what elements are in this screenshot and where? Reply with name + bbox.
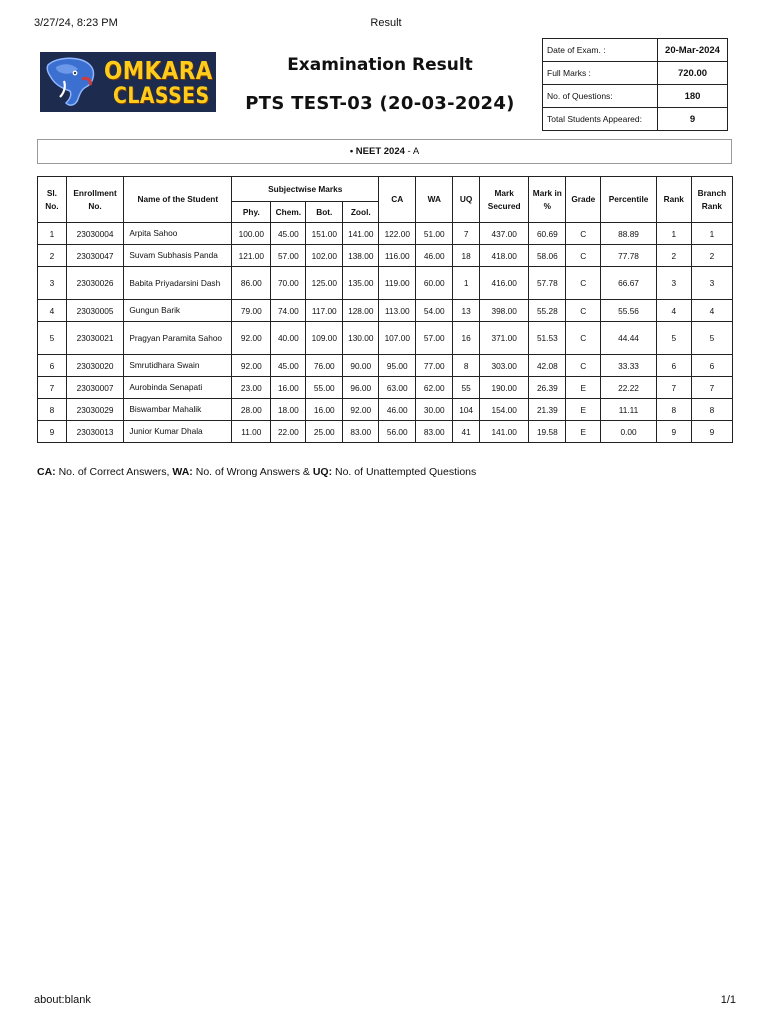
- cell-phy: 121.00: [232, 245, 271, 267]
- cell-name: Junior Kumar Dhala: [124, 421, 232, 443]
- cell-rank: 3: [656, 267, 691, 300]
- cell-uq: 16: [453, 322, 480, 355]
- cell-rank: 2: [656, 245, 691, 267]
- print-header: [34, 17, 738, 31]
- cell-wa: 54.00: [416, 300, 453, 322]
- cell-branch-rank: 2: [691, 245, 732, 267]
- cell-mark-secured: 371.00: [479, 322, 528, 355]
- cell-percentile: 55.56: [601, 300, 657, 322]
- cell-enrollment: 23030004: [66, 223, 124, 245]
- cell-enrollment: 23030020: [66, 355, 124, 377]
- cell-branch-rank: 7: [691, 377, 732, 399]
- cell-mark-secured: 141.00: [479, 421, 528, 443]
- cell-grade: C: [566, 223, 601, 245]
- exam-info-row: [543, 108, 728, 131]
- cell-bot: 109.00: [306, 322, 343, 355]
- cell-ca: 119.00: [379, 267, 416, 300]
- cell-sl: 4: [38, 300, 67, 322]
- cell-branch-rank: 3: [691, 267, 732, 300]
- cell-name: Gungun Barik: [124, 300, 232, 322]
- cell-name: Pragyan Paramita Sahoo: [124, 322, 232, 355]
- cell-zool: 130.00: [343, 322, 379, 355]
- cell-phy: 92.00: [232, 322, 271, 355]
- table-row: [38, 355, 733, 377]
- cell-name: Babita Priyadarsini Dash: [124, 267, 232, 300]
- header-rank: Rank: [656, 177, 691, 223]
- elephant-icon: [42, 55, 98, 109]
- cell-zool: 138.00: [343, 245, 379, 267]
- cell-bot: 102.00: [306, 245, 343, 267]
- results-table: [37, 176, 733, 443]
- exam-info-value: 720.00: [658, 62, 728, 85]
- cell-branch-rank: 5: [691, 322, 732, 355]
- cell-uq: 18: [453, 245, 480, 267]
- header-uq: UQ: [453, 177, 480, 223]
- cell-grade: C: [566, 245, 601, 267]
- cell-grade: C: [566, 300, 601, 322]
- cell-grade: E: [566, 377, 601, 399]
- cell-percentile: 44.44: [601, 322, 657, 355]
- cell-wa: 46.00: [416, 245, 453, 267]
- cell-mark-pct: 26.39: [529, 377, 566, 399]
- cell-uq: 1: [453, 267, 480, 300]
- header-phy: Phy.: [232, 202, 271, 223]
- cell-percentile: 66.67: [601, 267, 657, 300]
- cell-chem: 45.00: [271, 355, 306, 377]
- cell-chem: 16.00: [271, 377, 306, 399]
- exam-info-table: [542, 38, 728, 131]
- exam-info-label: No. of Questions:: [543, 85, 658, 108]
- header-sl: Sl. No.: [38, 177, 67, 223]
- cell-mark-pct: 42.08: [529, 355, 566, 377]
- cell-rank: 9: [656, 421, 691, 443]
- batch-band: [37, 139, 732, 164]
- cell-enrollment: 23030021: [66, 322, 124, 355]
- cell-sl: 5: [38, 322, 67, 355]
- table-row: [38, 421, 733, 443]
- exam-info-value: 9: [658, 108, 728, 131]
- cell-sl: 8: [38, 399, 67, 421]
- cell-wa: 77.00: [416, 355, 453, 377]
- cell-mark-secured: 398.00: [479, 300, 528, 322]
- batch-name: NEET 2024: [355, 146, 405, 157]
- omkara-logo: [40, 52, 216, 112]
- cell-uq: 7: [453, 223, 480, 245]
- cell-percentile: 22.22: [601, 377, 657, 399]
- print-footer: [34, 994, 736, 1008]
- page-title: Examination Result: [287, 55, 473, 75]
- cell-uq: 8: [453, 355, 480, 377]
- exam-info-value: 20-Mar-2024: [658, 39, 728, 62]
- cell-branch-rank: 4: [691, 300, 732, 322]
- cell-name: Aurobinda Senapati: [124, 377, 232, 399]
- table-row: [38, 377, 733, 399]
- cell-phy: 11.00: [232, 421, 271, 443]
- header-chem: Chem.: [271, 202, 306, 223]
- cell-wa: 30.00: [416, 399, 453, 421]
- cell-enrollment: 23030005: [66, 300, 124, 322]
- header-mark-secured: Mark Secured: [479, 177, 528, 223]
- cell-name: Smrutidhara Swain: [124, 355, 232, 377]
- legend-wa-key: WA:: [172, 466, 193, 478]
- cell-rank: 6: [656, 355, 691, 377]
- header-ca: CA: [379, 177, 416, 223]
- cell-mark-secured: 416.00: [479, 267, 528, 300]
- cell-phy: 28.00: [232, 399, 271, 421]
- table-row: [38, 322, 733, 355]
- cell-ca: 122.00: [379, 223, 416, 245]
- cell-mark-pct: 55.28: [529, 300, 566, 322]
- cell-chem: 57.00: [271, 245, 306, 267]
- cell-zool: 90.00: [343, 355, 379, 377]
- cell-rank: 1: [656, 223, 691, 245]
- table-row: [38, 245, 733, 267]
- cell-grade: C: [566, 355, 601, 377]
- header-subjectwise: Subjectwise Marks: [232, 177, 379, 202]
- cell-mark-pct: 58.06: [529, 245, 566, 267]
- cell-chem: 22.00: [271, 421, 306, 443]
- cell-ca: 116.00: [379, 245, 416, 267]
- legend-uq-text: No. of Unattempted Questions: [332, 466, 477, 478]
- print-page-title: Result: [370, 17, 402, 29]
- header-branch-rank: Branch Rank: [691, 177, 732, 223]
- exam-info-label: Total Students Appeared:: [543, 108, 658, 131]
- logo-text-classes: CLASSES: [113, 84, 210, 109]
- legend-ca-text: No. of Correct Answers,: [55, 466, 173, 478]
- cell-branch-rank: 6: [691, 355, 732, 377]
- cell-percentile: 0.00: [601, 421, 657, 443]
- cell-mark-pct: 21.39: [529, 399, 566, 421]
- legend-wa-text: No. of Wrong Answers &: [192, 466, 313, 478]
- cell-mark-pct: 51.53: [529, 322, 566, 355]
- cell-bot: 16.00: [306, 399, 343, 421]
- cell-sl: 3: [38, 267, 67, 300]
- cell-name: Suvam Subhasis Panda: [124, 245, 232, 267]
- logo-text-omkara: OMKARA: [104, 56, 213, 85]
- cell-chem: 40.00: [271, 322, 306, 355]
- table-row: [38, 267, 733, 300]
- cell-bot: 55.00: [306, 377, 343, 399]
- cell-sl: 9: [38, 421, 67, 443]
- batch-suffix: - A: [404, 146, 420, 157]
- cell-mark-secured: 154.00: [479, 399, 528, 421]
- header-wa: WA: [416, 177, 453, 223]
- cell-ca: 95.00: [379, 355, 416, 377]
- header-zool: Zool.: [343, 202, 379, 223]
- cell-zool: 141.00: [343, 223, 379, 245]
- cell-wa: 57.00: [416, 322, 453, 355]
- cell-percentile: 88.89: [601, 223, 657, 245]
- cell-rank: 4: [656, 300, 691, 322]
- cell-enrollment: 23030029: [66, 399, 124, 421]
- cell-chem: 45.00: [271, 223, 306, 245]
- cell-ca: 46.00: [379, 399, 416, 421]
- cell-zool: 83.00: [343, 421, 379, 443]
- cell-branch-rank: 8: [691, 399, 732, 421]
- table-row: [38, 399, 733, 421]
- cell-percentile: 33.33: [601, 355, 657, 377]
- cell-uq: 55: [453, 377, 480, 399]
- bullet: •: [349, 146, 354, 157]
- exam-info-label: Date of Exam. :: [543, 39, 658, 62]
- cell-mark-pct: 60.69: [529, 223, 566, 245]
- exam-info-row: [543, 62, 728, 85]
- table-row: [38, 223, 733, 245]
- cell-grade: E: [566, 421, 601, 443]
- exam-info-row: [543, 39, 728, 62]
- cell-mark-pct: 19.58: [529, 421, 566, 443]
- legend-ca-key: CA:: [37, 466, 56, 478]
- cell-phy: 92.00: [232, 355, 271, 377]
- cell-name: Arpita Sahoo: [124, 223, 232, 245]
- cell-bot: 151.00: [306, 223, 343, 245]
- cell-bot: 125.00: [306, 267, 343, 300]
- cell-sl: 1: [38, 223, 67, 245]
- cell-rank: 7: [656, 377, 691, 399]
- cell-branch-rank: 9: [691, 421, 732, 443]
- cell-rank: 8: [656, 399, 691, 421]
- cell-ca: 56.00: [379, 421, 416, 443]
- cell-bot: 76.00: [306, 355, 343, 377]
- cell-uq: 104: [453, 399, 480, 421]
- cell-sl: 7: [38, 377, 67, 399]
- cell-grade: C: [566, 267, 601, 300]
- cell-bot: 117.00: [306, 300, 343, 322]
- cell-name: Biswambar Mahalik: [124, 399, 232, 421]
- legend-note: [37, 466, 476, 478]
- table-row: [38, 300, 733, 322]
- cell-enrollment: 23030026: [66, 267, 124, 300]
- cell-wa: 60.00: [416, 267, 453, 300]
- cell-rank: 5: [656, 322, 691, 355]
- cell-percentile: 11.11: [601, 399, 657, 421]
- cell-zool: 135.00: [343, 267, 379, 300]
- cell-branch-rank: 1: [691, 223, 732, 245]
- cell-ca: 63.00: [379, 377, 416, 399]
- header-enrollment: Enrollment No.: [66, 177, 124, 223]
- cell-uq: 41: [453, 421, 480, 443]
- cell-grade: C: [566, 322, 601, 355]
- cell-phy: 100.00: [232, 223, 271, 245]
- cell-zool: 92.00: [343, 399, 379, 421]
- cell-enrollment: 23030007: [66, 377, 124, 399]
- cell-chem: 18.00: [271, 399, 306, 421]
- cell-ca: 113.00: [379, 300, 416, 322]
- header-name: Name of the Student: [124, 177, 232, 223]
- print-url: about:blank: [34, 994, 91, 1006]
- cell-wa: 51.00: [416, 223, 453, 245]
- cell-chem: 70.00: [271, 267, 306, 300]
- cell-mark-secured: 437.00: [479, 223, 528, 245]
- cell-sl: 2: [38, 245, 67, 267]
- test-name: PTS TEST-03 (20-03-2024): [245, 93, 515, 114]
- cell-enrollment: 23030047: [66, 245, 124, 267]
- cell-enrollment: 23030013: [66, 421, 124, 443]
- header-grade: Grade: [566, 177, 601, 223]
- cell-grade: E: [566, 399, 601, 421]
- print-datetime: 3/27/24, 8:23 PM: [34, 17, 118, 29]
- cell-zool: 128.00: [343, 300, 379, 322]
- legend-uq-key: UQ:: [312, 466, 333, 478]
- cell-phy: 23.00: [232, 377, 271, 399]
- cell-phy: 86.00: [232, 267, 271, 300]
- header-bot: Bot.: [306, 202, 343, 223]
- cell-mark-secured: 190.00: [479, 377, 528, 399]
- cell-wa: 83.00: [416, 421, 453, 443]
- cell-chem: 74.00: [271, 300, 306, 322]
- exam-info-row: [543, 85, 728, 108]
- cell-bot: 25.00: [306, 421, 343, 443]
- cell-percentile: 77.78: [601, 245, 657, 267]
- cell-wa: 62.00: [416, 377, 453, 399]
- exam-info-label: Full Marks :: [543, 62, 658, 85]
- cell-mark-secured: 303.00: [479, 355, 528, 377]
- cell-mark-pct: 57.78: [529, 267, 566, 300]
- cell-zool: 96.00: [343, 377, 379, 399]
- exam-info-value: 180: [658, 85, 728, 108]
- cell-ca: 107.00: [379, 322, 416, 355]
- cell-uq: 13: [453, 300, 480, 322]
- cell-sl: 6: [38, 355, 67, 377]
- cell-phy: 79.00: [232, 300, 271, 322]
- header-mark-pct: Mark in %: [529, 177, 566, 223]
- cell-mark-secured: 418.00: [479, 245, 528, 267]
- header-percentile: Percentile: [601, 177, 657, 223]
- print-page-number: 1/1: [720, 994, 736, 1006]
